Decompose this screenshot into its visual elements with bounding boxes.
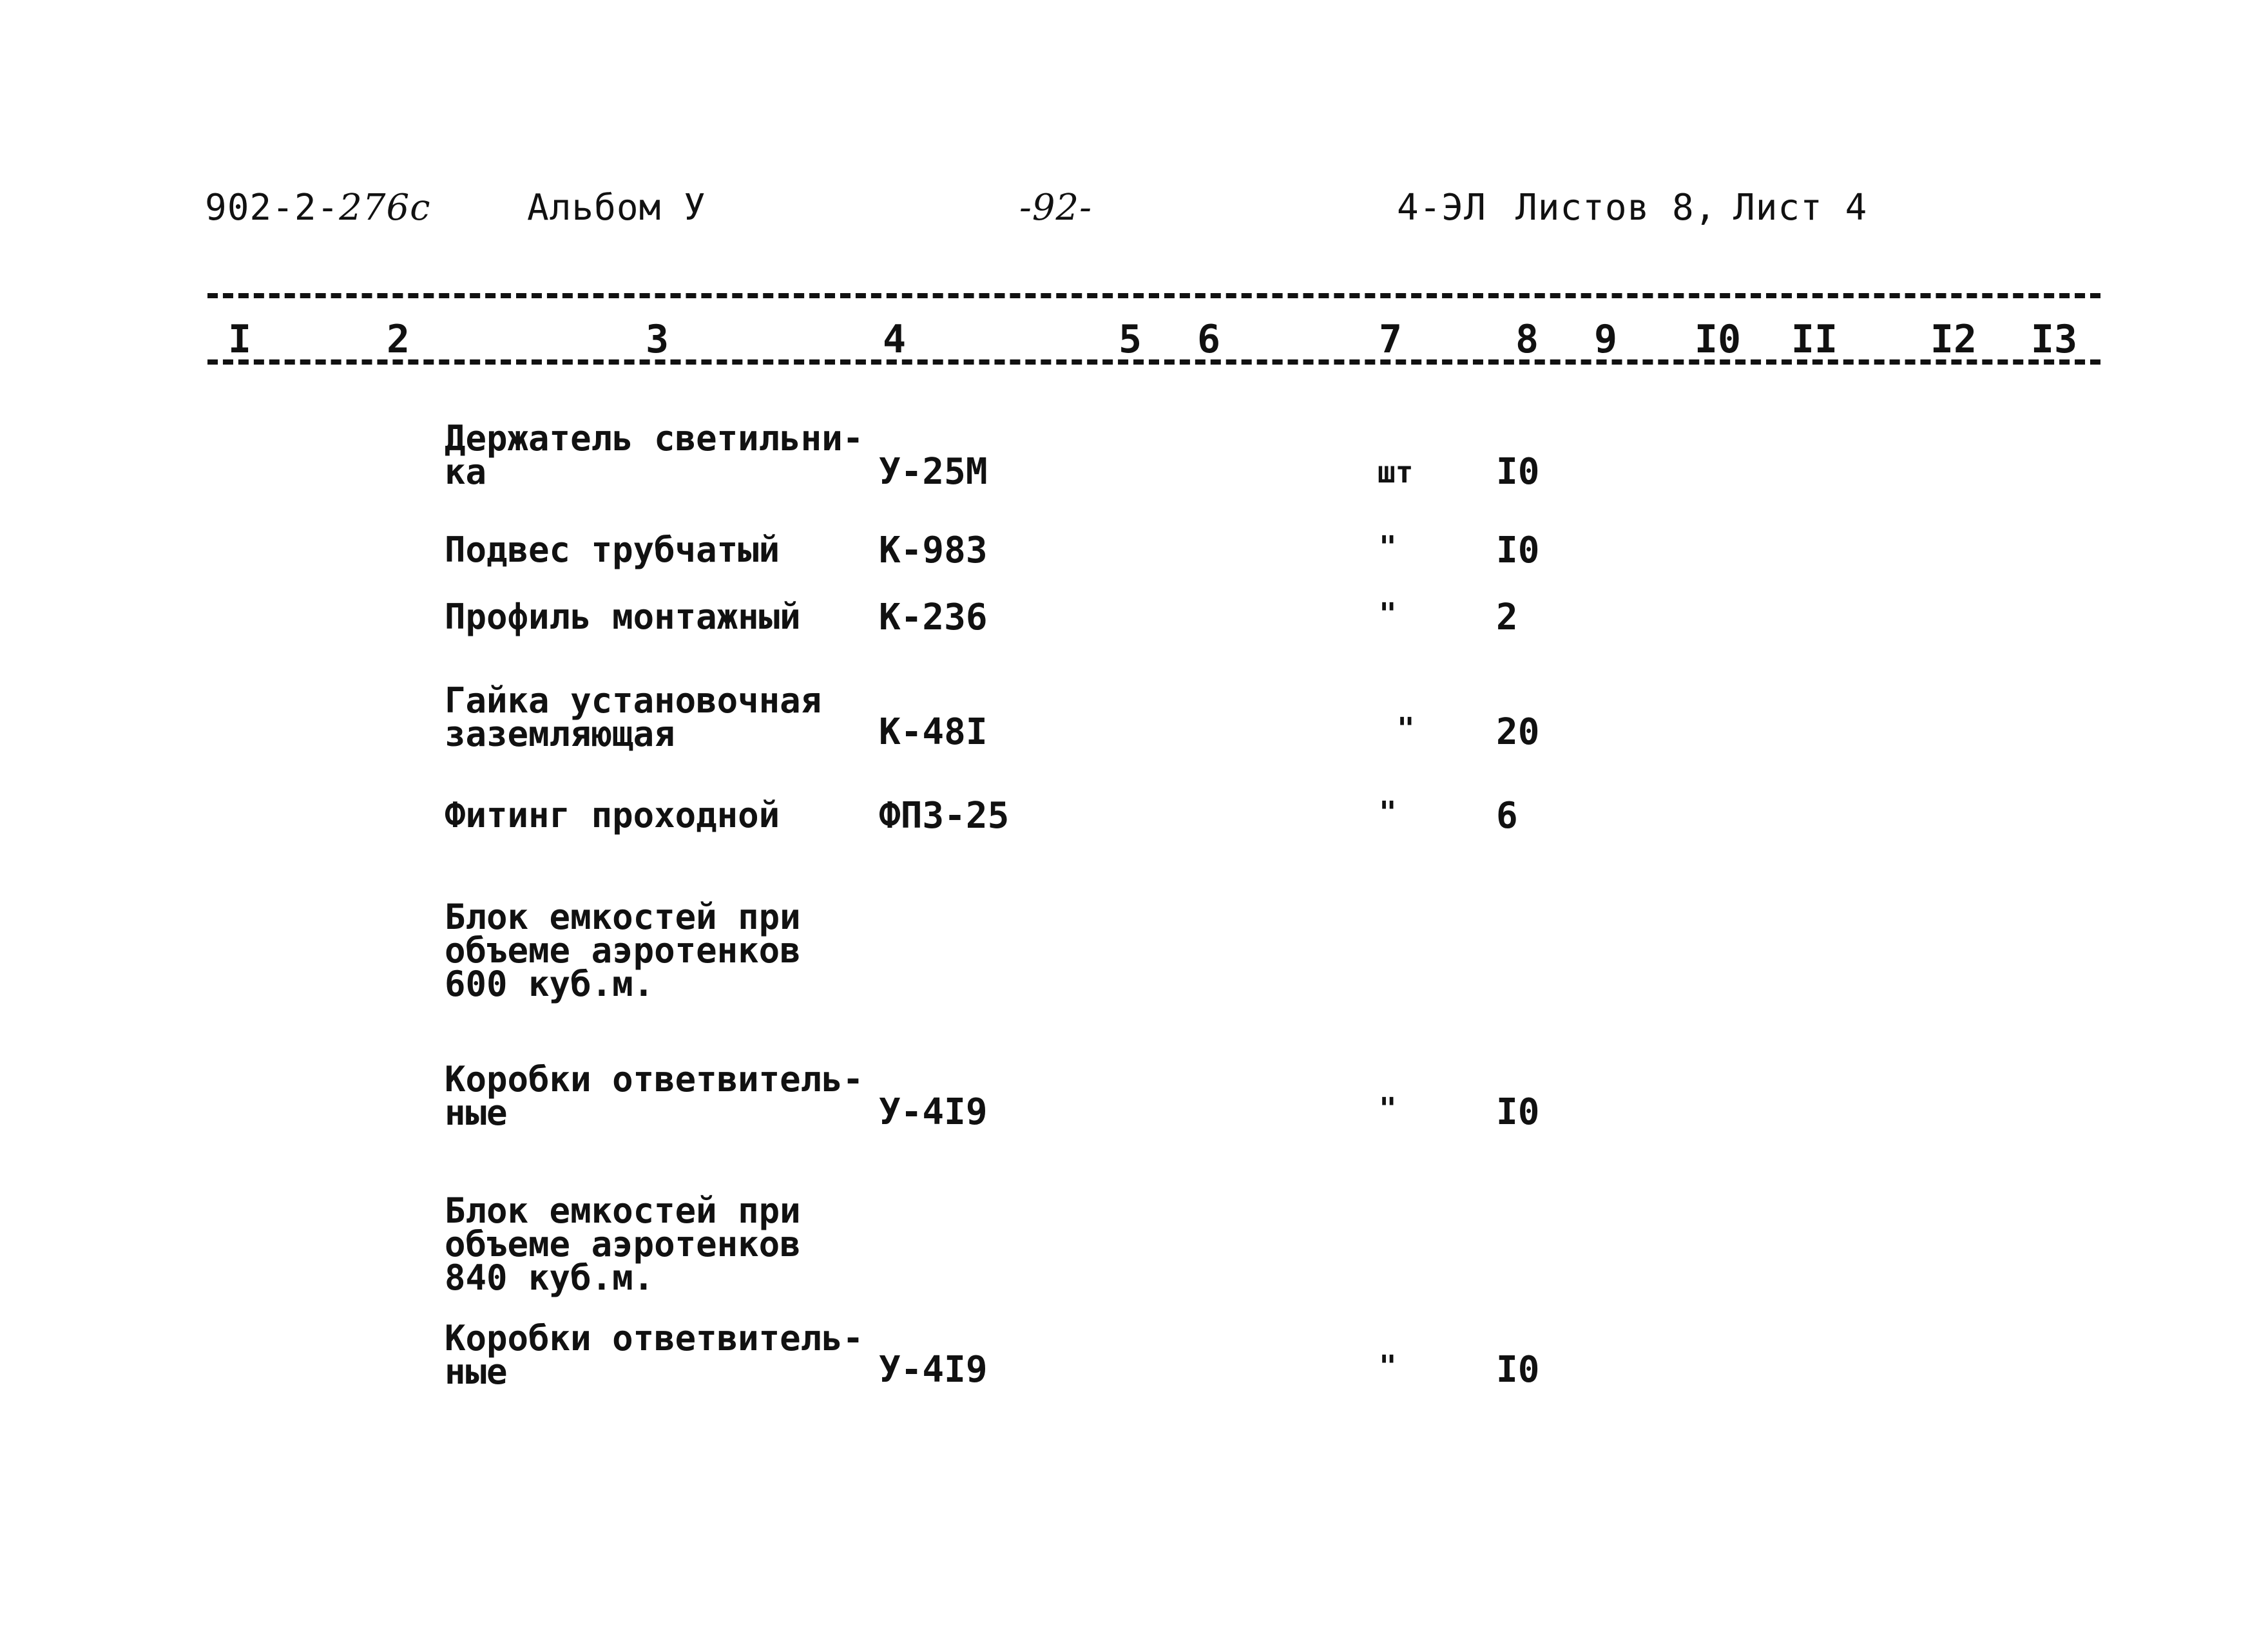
column-number: I2: [1930, 317, 1977, 362]
item-name: Держатель светильни- ка: [445, 418, 864, 492]
item-unit: ": [1379, 795, 1397, 830]
sheet-code: 4-ЭЛ: [1397, 187, 1486, 229]
item-quantity: I0: [1496, 1349, 1540, 1391]
doc-number-handwritten: 276с: [339, 187, 431, 229]
column-number: II: [1791, 317, 1838, 362]
item-unit: ": [1379, 596, 1397, 631]
section-heading: Блок емкостей при объеме аэротенков 840 куб.м.: [445, 1190, 801, 1298]
item-quantity: 2: [1496, 596, 1518, 638]
item-code: У-4I9: [879, 1091, 988, 1133]
column-number: 3: [645, 317, 669, 362]
item-code: У-25М: [879, 451, 988, 493]
item-code: К-236: [879, 596, 988, 638]
column-number: 5: [1118, 317, 1142, 362]
sheets-total: Листов 8,: [1515, 187, 1717, 229]
item-name: Подвес трубчатый: [445, 530, 780, 570]
page-number: -92-: [1019, 187, 1093, 229]
item-unit: ": [1379, 530, 1397, 564]
album-label: Альбом У: [527, 187, 706, 229]
item-name: Гайка установочная заземляющая: [445, 680, 822, 754]
item-unit: ": [1379, 1349, 1397, 1384]
item-quantity: 20: [1496, 711, 1540, 753]
item-quantity: I0: [1496, 1091, 1540, 1133]
item-quantity: 6: [1496, 795, 1518, 837]
item-unit: ": [1397, 711, 1415, 746]
item-quantity: I0: [1496, 530, 1540, 571]
column-number: 9: [1593, 317, 1618, 362]
column-number: I: [227, 317, 252, 362]
sheet-number: Лист 4: [1733, 187, 1868, 229]
item-name: Коробки ответвитель- ные: [445, 1059, 864, 1133]
column-number: 4: [882, 317, 907, 362]
doc-number: [205, 187, 431, 229]
item-code: К-48I: [879, 711, 988, 753]
column-number: 7: [1378, 317, 1403, 362]
item-quantity: I0: [1496, 451, 1540, 493]
section-heading: Блок емкостей при объеме аэротенков 600 куб.м.: [445, 897, 801, 1004]
column-header-top-rule: [207, 293, 2100, 298]
column-number: I0: [1694, 317, 1742, 362]
item-unit: шт: [1378, 455, 1414, 490]
doc-number-printed: 902-2-: [205, 187, 340, 229]
item-code: К-983: [879, 530, 988, 571]
item-name: Коробки ответвитель- ные: [445, 1318, 864, 1392]
item-name: Профиль монтажный: [445, 596, 801, 637]
column-number: I3: [2030, 317, 2078, 362]
column-number: 2: [386, 317, 410, 362]
item-unit: ": [1379, 1091, 1397, 1126]
item-code: ФПЗ-25: [879, 795, 1010, 837]
column-number: 8: [1515, 317, 1539, 362]
item-code: У-4I9: [879, 1349, 988, 1391]
item-name: Фитинг проходной: [445, 795, 780, 835]
column-number: 6: [1196, 317, 1221, 362]
